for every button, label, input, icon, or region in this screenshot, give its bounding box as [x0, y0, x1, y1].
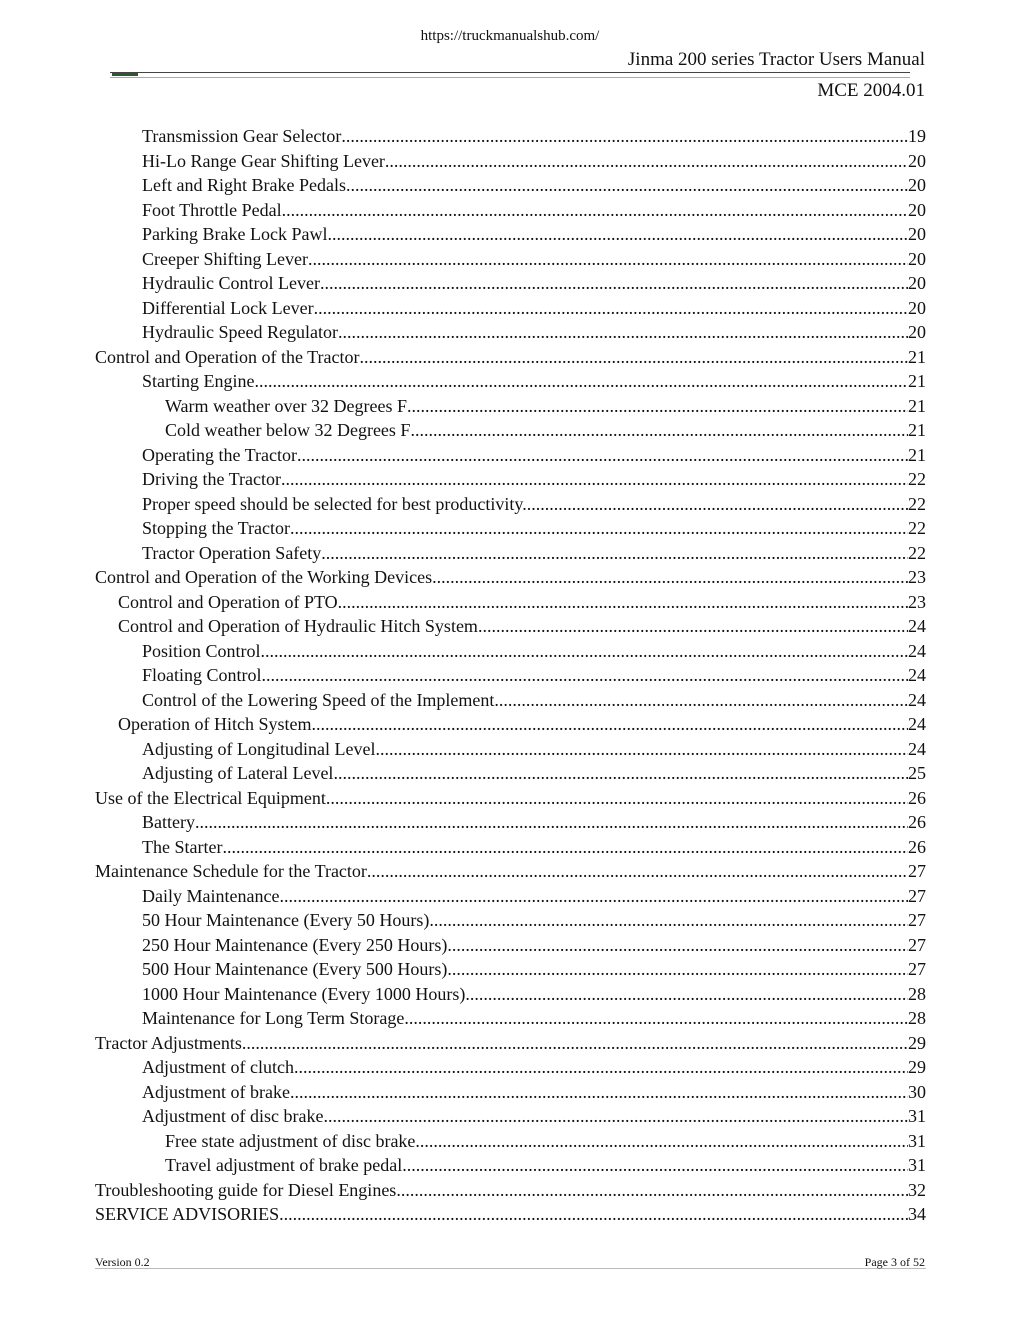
toc-dot-leader [429, 910, 908, 931]
toc-entry-page: 21 [908, 444, 926, 465]
toc-entry-page: 20 [908, 199, 926, 220]
toc-entry[interactable] [95, 224, 926, 249]
toc-dot-leader [478, 616, 908, 637]
toc-dot-leader [494, 690, 908, 711]
toc-entry[interactable] [95, 714, 926, 739]
toc-entry-title: Parking Brake Lock Pawl [142, 224, 328, 244]
toc-entry[interactable] [95, 837, 926, 862]
toc-entry[interactable] [95, 935, 926, 960]
toc-entry[interactable] [95, 371, 926, 396]
toc-entry-title: Adjusting of Longitudinal Level [142, 738, 376, 759]
toc-entry[interactable] [95, 1106, 926, 1131]
toc-entry-title: Position Control [142, 640, 261, 661]
toc-dot-leader [346, 175, 908, 196]
toc-entry[interactable] [95, 273, 926, 298]
table-of-contents [95, 126, 926, 1229]
toc-entry-page: 21 [908, 346, 926, 367]
toc-entry-page: 30 [908, 1081, 926, 1102]
toc-entry[interactable] [95, 1155, 926, 1180]
toc-entry[interactable] [95, 396, 926, 421]
toc-entry-title: Control of the Lowering Speed of the Implement [142, 689, 495, 710]
toc-entry-title: Stopping the Tractor [142, 518, 291, 538]
toc-dot-leader [290, 518, 908, 539]
toc-entry-title: Floating Control [142, 665, 262, 685]
toc-entry[interactable] [95, 151, 926, 176]
toc-entry[interactable] [95, 543, 926, 568]
header-rule [110, 72, 910, 78]
toc-dot-leader [290, 1082, 908, 1103]
toc-entry[interactable] [95, 567, 926, 592]
toc-entry-title: Left and Right Brake Pedals [142, 175, 346, 195]
toc-entry[interactable] [95, 200, 926, 225]
toc-dot-leader [402, 1155, 908, 1176]
toc-entry-page: 24 [908, 689, 926, 710]
toc-entry-page: 21 [908, 371, 926, 391]
toc-entry-page: 20 [908, 297, 926, 318]
toc-entry-title: Hi-Lo Range Gear Shifting Lever [142, 150, 385, 171]
toc-dot-leader [195, 812, 908, 833]
toc-entry[interactable] [95, 861, 926, 886]
toc-entry-title: Warm weather over 32 Degrees F [165, 395, 407, 416]
toc-dot-leader [367, 861, 908, 882]
toc-entry-title: Driving the Tractor [142, 469, 281, 489]
toc-entry-page: 20 [908, 322, 926, 342]
toc-entry[interactable] [95, 1033, 926, 1058]
toc-entry[interactable] [95, 739, 926, 764]
toc-entry[interactable] [95, 763, 926, 788]
toc-dot-leader [281, 469, 908, 490]
toc-dot-leader [432, 567, 908, 588]
toc-entry-title: Use of the Electrical Equipment [95, 787, 326, 808]
toc-entry-title: 250 Hour Maintenance (Every 250 Hours) [142, 934, 448, 955]
toc-entry-title: Starting Engine [142, 371, 255, 391]
toc-entry-page: 26 [908, 787, 926, 808]
toc-dot-leader [308, 249, 908, 270]
toc-entry-title: Tractor Adjustments [95, 1032, 242, 1053]
toc-dot-leader [311, 714, 908, 735]
toc-entry-title: 1000 Hour Maintenance (Every 1000 Hours) [142, 983, 466, 1004]
toc-entry-title: Adjustment of disc brake [142, 1106, 324, 1126]
toc-dot-leader [447, 935, 908, 956]
toc-entry-page: 20 [908, 175, 926, 195]
toc-entry-title: Tractor Operation Safety [142, 542, 322, 563]
toc-entry[interactable] [95, 1180, 926, 1205]
toc-dot-leader [341, 126, 908, 147]
toc-dot-leader [333, 763, 908, 784]
toc-dot-leader [404, 1008, 908, 1029]
toc-entry[interactable] [95, 420, 926, 445]
toc-entry-page: 31 [908, 1130, 926, 1151]
footer-page-number: Page 3 of 52 [864, 1255, 925, 1269]
toc-entry[interactable] [95, 1008, 926, 1033]
toc-entry-page: 21 [908, 420, 926, 440]
toc-dot-leader [279, 886, 908, 907]
toc-entry[interactable] [95, 518, 926, 543]
toc-entry-page: 23 [908, 567, 926, 587]
toc-entry[interactable] [95, 1082, 926, 1107]
toc-entry-page: 29 [908, 1057, 926, 1077]
toc-entry[interactable] [95, 1057, 926, 1082]
toc-entry[interactable] [95, 249, 926, 274]
toc-entry-page: 27 [908, 861, 926, 881]
toc-dot-leader [297, 445, 908, 466]
toc-entry-title: Adjustment of brake [142, 1081, 290, 1102]
toc-dot-leader [254, 371, 908, 392]
toc-entry[interactable] [95, 690, 926, 715]
toc-entry-title: Adjustment of clutch [142, 1057, 294, 1077]
toc-entry[interactable] [95, 347, 926, 372]
toc-entry-page: 22 [908, 493, 926, 514]
toc-entry-page: 28 [908, 983, 926, 1004]
toc-dot-leader [415, 1131, 908, 1152]
toc-entry-title: Hydraulic Control Lever [142, 273, 320, 293]
toc-entry-page: 26 [908, 836, 926, 857]
toc-dot-leader [321, 543, 908, 564]
toc-entry[interactable] [95, 494, 926, 519]
toc-entry-title: Operating the Tractor [142, 444, 297, 465]
toc-dot-leader [338, 592, 908, 613]
toc-entry-title: Operation of Hitch System [118, 714, 312, 734]
toc-entry[interactable] [95, 1204, 926, 1229]
toc-entry-title: Daily Maintenance [142, 885, 280, 906]
toc-entry-page: 24 [908, 714, 926, 734]
toc-entry[interactable] [95, 984, 926, 1009]
toc-dot-leader [261, 641, 908, 662]
toc-entry-page: 29 [908, 1032, 926, 1053]
toc-entry-title: SERVICE ADVISORIES [95, 1204, 280, 1224]
toc-entry-page: 23 [908, 591, 926, 612]
toc-entry[interactable] [95, 665, 926, 690]
toc-entry[interactable] [95, 616, 926, 641]
source-url: https://truckmanualshub.com/ [420, 28, 600, 44]
toc-entry[interactable] [95, 445, 926, 470]
toc-entry[interactable] [95, 126, 926, 151]
toc-entry-title: The Starter [142, 836, 223, 857]
toc-dot-leader [375, 739, 908, 760]
toc-entry[interactable] [95, 322, 926, 347]
toc-entry-title: Hydraulic Speed Regulator [142, 322, 338, 342]
toc-entry[interactable] [95, 812, 926, 837]
toc-entry[interactable] [95, 298, 926, 323]
toc-entry-page: 32 [908, 1179, 926, 1200]
toc-entry-title: Control and Operation of the Tractor [95, 346, 360, 367]
toc-dot-leader [282, 200, 908, 221]
footer-rule [95, 1268, 926, 1269]
toc-entry-title: Battery [142, 812, 195, 832]
toc-dot-leader [359, 347, 908, 368]
toc-entry-page: 19 [908, 126, 926, 146]
toc-dot-leader [385, 151, 908, 172]
toc-entry-title: Control and Operation of Hydraulic Hitch System [118, 616, 478, 636]
toc-entry[interactable] [95, 175, 926, 200]
toc-entry-title: Creeper Shifting Lever [142, 248, 308, 269]
toc-entry-page: 24 [908, 738, 926, 759]
toc-entry-title: Foot Throttle Pedal [142, 199, 282, 220]
toc-entry-title: 500 Hour Maintenance (Every 500 Hours) [142, 959, 448, 979]
toc-entry-title: Transmission Gear Selector [142, 126, 342, 146]
toc-entry-page: 27 [908, 934, 926, 955]
footer-version: Version 0.2 [95, 1255, 150, 1269]
toc-dot-leader [327, 224, 908, 245]
toc-entry[interactable] [95, 788, 926, 813]
toc-entry-title: Maintenance Schedule for the Tractor [95, 861, 367, 881]
toc-dot-leader [447, 959, 908, 980]
toc-entry-page: 34 [908, 1204, 926, 1224]
toc-entry-page: 24 [908, 665, 926, 685]
header-rule-mark [112, 73, 138, 76]
toc-entry[interactable] [95, 469, 926, 494]
toc-entry-title: Adjusting of Lateral Level [142, 763, 334, 783]
toc-dot-leader [222, 837, 908, 858]
toc-dot-leader [294, 1057, 908, 1078]
toc-dot-leader [410, 420, 908, 441]
toc-entry-title: Maintenance for Long Term Storage [142, 1008, 405, 1028]
toc-dot-leader [396, 1180, 908, 1201]
toc-dot-leader [338, 322, 908, 343]
toc-entry-title: Proper speed should be selected for best productivity. [142, 493, 527, 514]
toc-entry-page: 20 [908, 150, 926, 171]
toc-entry-title: Cold weather below 32 Degrees F [165, 420, 411, 440]
document-code: MCE 2004.01 [817, 80, 925, 101]
toc-dot-leader [465, 984, 908, 1005]
toc-entry-page: 27 [908, 885, 926, 906]
toc-dot-leader [326, 788, 908, 809]
toc-dot-leader [242, 1033, 908, 1054]
manual-title: Jinma 200 series Tractor Users Manual [627, 49, 925, 70]
toc-entry-page: 28 [908, 1008, 926, 1028]
toc-dot-leader [262, 665, 908, 686]
toc-entry-page: 22 [908, 469, 926, 489]
toc-entry-page: 31 [908, 1106, 926, 1126]
toc-dot-leader [279, 1204, 908, 1225]
toc-entry-title: Free state adjustment of disc brake [165, 1130, 416, 1151]
toc-entry-page: 20 [908, 273, 926, 293]
toc-entry-page: 27 [908, 959, 926, 979]
toc-entry[interactable] [95, 910, 926, 935]
toc-entry-page: 20 [908, 248, 926, 269]
toc-dot-leader [407, 396, 908, 417]
toc-entry-page: 21 [908, 395, 926, 416]
toc-dot-leader [527, 494, 908, 515]
toc-entry-title: 50 Hour Maintenance (Every 50 Hours) [142, 910, 430, 930]
toc-entry-title: Control and Operation of the Working Devices [95, 567, 433, 587]
toc-entry-title: Differential Lock Lever [142, 297, 314, 318]
toc-dot-leader [320, 273, 908, 294]
toc-entry-page: 24 [908, 640, 926, 661]
toc-entry-title: Travel adjustment of brake pedal [165, 1155, 403, 1175]
toc-entry-title: Control and Operation of PTO [118, 591, 338, 612]
toc-entry[interactable] [95, 1131, 926, 1156]
toc-dot-leader [314, 298, 908, 319]
toc-entry-title: Troubleshooting guide for Diesel Engines [95, 1179, 397, 1200]
toc-entry-page: 26 [908, 812, 926, 832]
toc-dot-leader [323, 1106, 908, 1127]
toc-entry[interactable] [95, 641, 926, 666]
toc-entry[interactable] [95, 886, 926, 911]
toc-entry-page: 31 [908, 1155, 926, 1175]
toc-entry-page: 22 [908, 542, 926, 563]
toc-entry-page: 27 [908, 910, 926, 930]
toc-entry[interactable] [95, 592, 926, 617]
toc-entry-page: 20 [908, 224, 926, 244]
toc-entry[interactable] [95, 959, 926, 984]
toc-entry-page: 24 [908, 616, 926, 636]
toc-entry-page: 22 [908, 518, 926, 538]
toc-entry-page: 25 [908, 763, 926, 783]
